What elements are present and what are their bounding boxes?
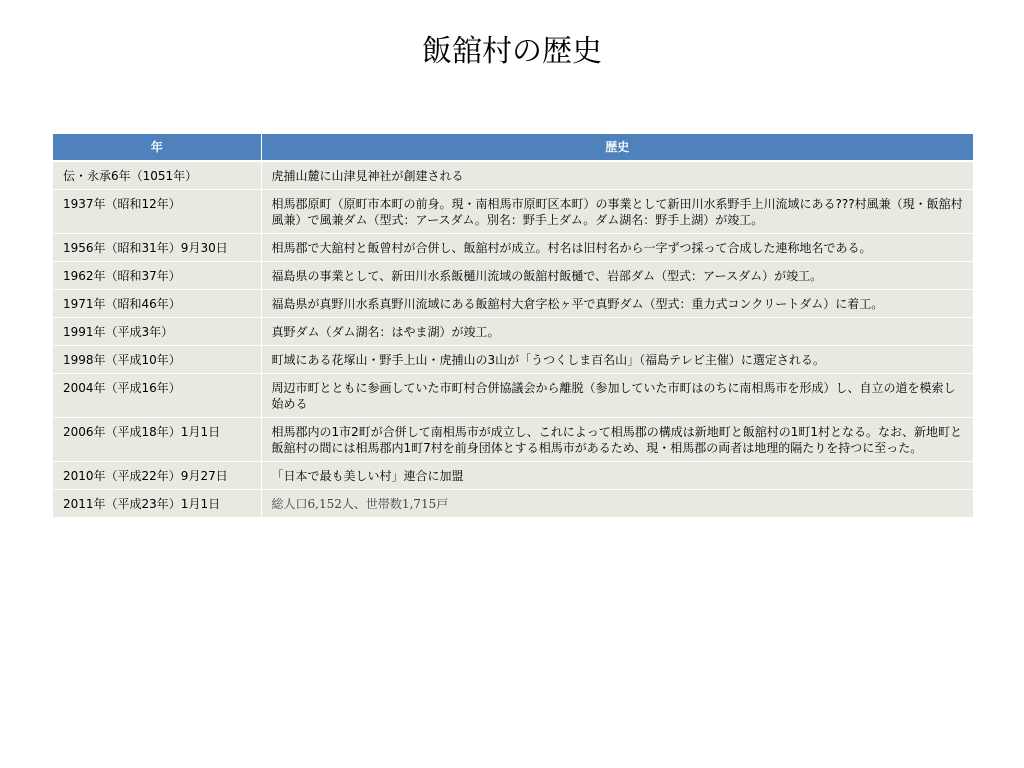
table-row [53,161,973,190]
history-cell: 相馬郡原町（原町市本町の前身。現・南相馬市原町区本町）の事業として新田川水系野手上川流域にある???村風兼（現・飯舘村風兼）で風兼ダム（型式：アースダム。別名：野手上ダム。ダム湖名：野手上湖）が竣工。 [261,190,973,234]
table-row [53,290,973,318]
year-cell: 伝・永承6年（1051年） [53,161,261,190]
history-cell: 虎捕山麓に山津見神社が創建される [261,161,973,190]
table-row [53,374,973,418]
column-header-history: 歴史 [261,134,973,161]
column-header-year: 年 [53,134,261,161]
year-cell: 1991年（平成3年） [53,318,261,346]
year-cell: 1998年（平成10年） [53,346,261,374]
history-table [53,134,973,518]
history-cell: 「日本で最も美しい村」連合に加盟 [261,462,973,490]
table-row [53,318,973,346]
table-header [53,134,973,161]
history-cell: 町域にある花塚山・野手上山・虎捕山の3山が「うつくしま百名山」（福島テレビ主催）に選定される。 [261,346,973,374]
table-row [53,462,973,490]
history-cell: 周辺市町とともに参画していた市町村合併協議会から離脱（参加していた市町はのちに南相馬市を形成）し、自立の道を模索し始める [261,374,973,418]
year-cell: 2006年（平成18年）1月1日 [53,418,261,462]
history-cell: 相馬郡内の1市2町が合併して南相馬市が成立し、これによって相馬郡の構成は新地町と飯舘村の1町1村となる。なお、新地町と飯舘村の間には相馬郡内1町7村を前身団体とする相馬市があるため、現・相馬郡の両者は地理的隔たりを持つに至った。 [261,418,973,462]
table-body [53,161,973,518]
header-row [53,134,973,161]
history-cell: 相馬郡で大舘村と飯曾村が合併し、飯舘村が成立。村名は旧村名から一字ずつ採って合成した連称地名である。 [261,234,973,262]
table-row [53,490,973,518]
page-title: 飯舘村の歴史 [422,34,602,69]
history-cell: 福島県が真野川水系真野川流域にある飯舘村大倉字松ヶ平で真野ダム（型式：重力式コンクリートダム）に着工。 [261,290,973,318]
table-row [53,190,973,234]
history-cell: 総人口6,152人、世帯数1,715戸 [261,490,973,518]
year-cell: 2011年（平成23年）1月1日 [53,490,261,518]
table-row [53,346,973,374]
table-row [53,262,973,290]
year-cell: 2004年（平成16年） [53,374,261,418]
history-cell: 福島県の事業として、新田川水系飯樋川流域の飯舘村飯樋で、岩部ダム（型式：アースダム）が竣工。 [261,262,973,290]
year-cell: 1962年（昭和37年） [53,262,261,290]
history-cell: 真野ダム（ダム湖名：はやま湖）が竣工。 [261,318,973,346]
year-cell: 1956年（昭和31年）9月30日 [53,234,261,262]
year-cell: 1937年（昭和12年） [53,190,261,234]
year-cell: 2010年（平成22年）9月27日 [53,462,261,490]
year-cell: 1971年（昭和46年） [53,290,261,318]
table-row [53,234,973,262]
table-row [53,418,973,462]
